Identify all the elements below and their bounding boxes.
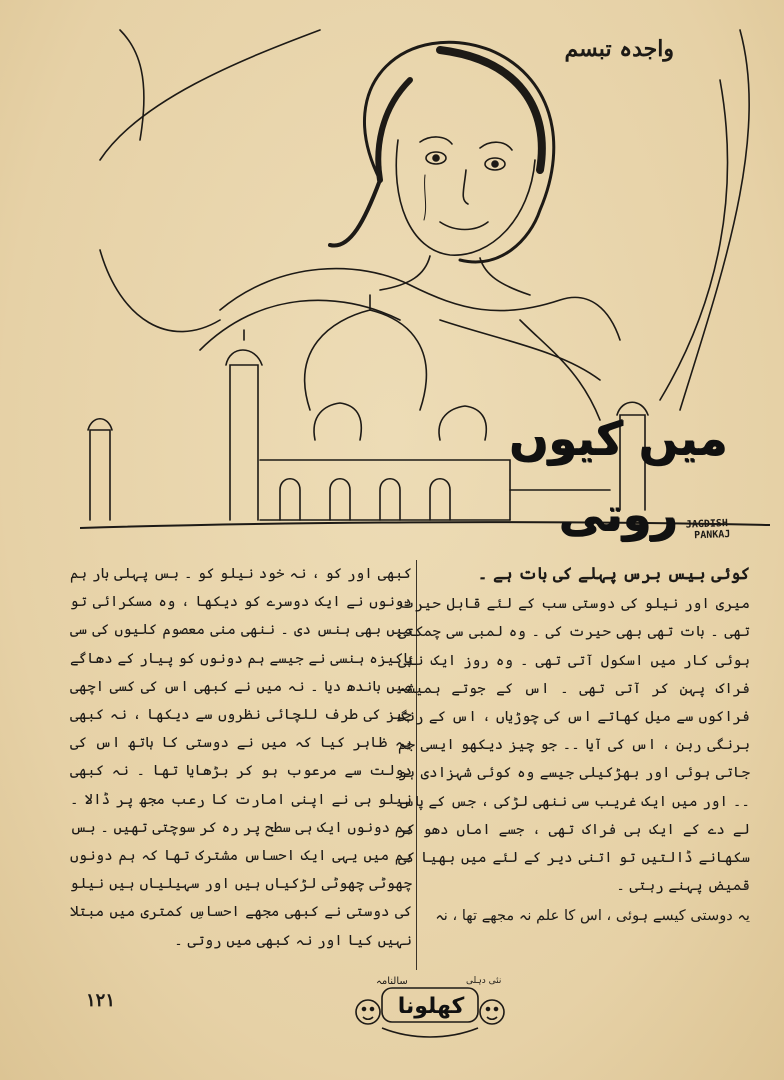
article-paragraph: کوئی بیس برس پہلے کی بات ہے ۔ <box>477 564 750 583</box>
signature-line: JAGDISH <box>685 518 729 531</box>
masthead-title: کھلونا <box>397 994 465 1019</box>
article-column-left <box>70 560 412 955</box>
article-paragraph: کبھی اور کو ، نہ خود نیلو کو ۔ بس پہلی بار ہم دونوں نے ایک دوسرے کو دیکھا ، وہ مسکرائی تو میں بھی ہنس دی ۔ ننھی منی معصوم کلیوں کی سی پاکیزہ ہنسی نے جیسے ہم دونوں کو پیار کے دھاگے میں باندھ دیا ۔ نہ میں نے کبھی اس کی کسی اچھی چیز کی طرف للچائی نظروں سے دیکھا ، نہ کبھی یہ ظاہر کیا کہ میں نے دوستی کا ہاتھ اس کی دولت سے مرعوب ہو کر بڑھایا تھا ۔ نہ کبھی نیلو ہی نے اپنی امارت کا رعب مجھ پر ڈالا ۔ ہم دونوں ایک ہی سطح پر رہ کر سوچتی تھیں ۔ بس ہم میں یہی ایک احساس مشترک تھا کہ ہم دونوں چھوٹی چھوٹی لڑکیاں ہیں اور سہیلیاں ہیں نیلو کی دوستی نے کبھی مجھے احساسِ کمتری میں مبتلا نہیں کیا اور نہ کبھی میں روتی ۔ <box>70 565 412 949</box>
article-paragraph: میری اور نیلو کی دوستی سب کے لئے قابل حیرت تھی ۔ بات تھی بھی حیرت کی ۔ وہ لمبی سی چمکتی ہوئی کار میں اسکول آتی تھی ۔ وہ روز ایک نئی فراک پہن کر آتی تھی ۔ اس کے جوتے ہمیشہ فراکوں سے میل کھاتے اس کی چوڑیاں ، اس کے رنگ برنگی ربن ، اس کی آیا ۔۔ جو چیز دیکھو ایسی جم جاتی ہوئی اور بھڑکیلی جیسے وہ کوئی شہزادی ہو ۔۔ اور میں ایک غریب سی ننھی لڑکی ، جس کے پاس لے دے کے ایک ہی فراک تھی ، جسے اماں دھو کر سکھانے ڈالتیں تو اتنی دیر کے لئے میں بھیا کی قمیض پہنے رہتی ۔ <box>398 595 750 895</box>
article-column-right <box>398 560 750 931</box>
author-name: واجدہ تبسم <box>564 36 674 62</box>
artist-signature <box>686 516 777 541</box>
article-paragraph: یہ دوستی کیسے ہوئی ، اس کا علم نہ مجھے تھا ، نہ <box>435 907 750 925</box>
story-title: میں کیوں روتی <box>508 411 728 541</box>
signature-line: PANKAJ <box>694 529 731 542</box>
masthead-city: نئی دہلی <box>466 976 502 986</box>
page-number: ۱۲۱ <box>86 990 116 1011</box>
masthead-annual: سالنامہ <box>376 976 408 987</box>
